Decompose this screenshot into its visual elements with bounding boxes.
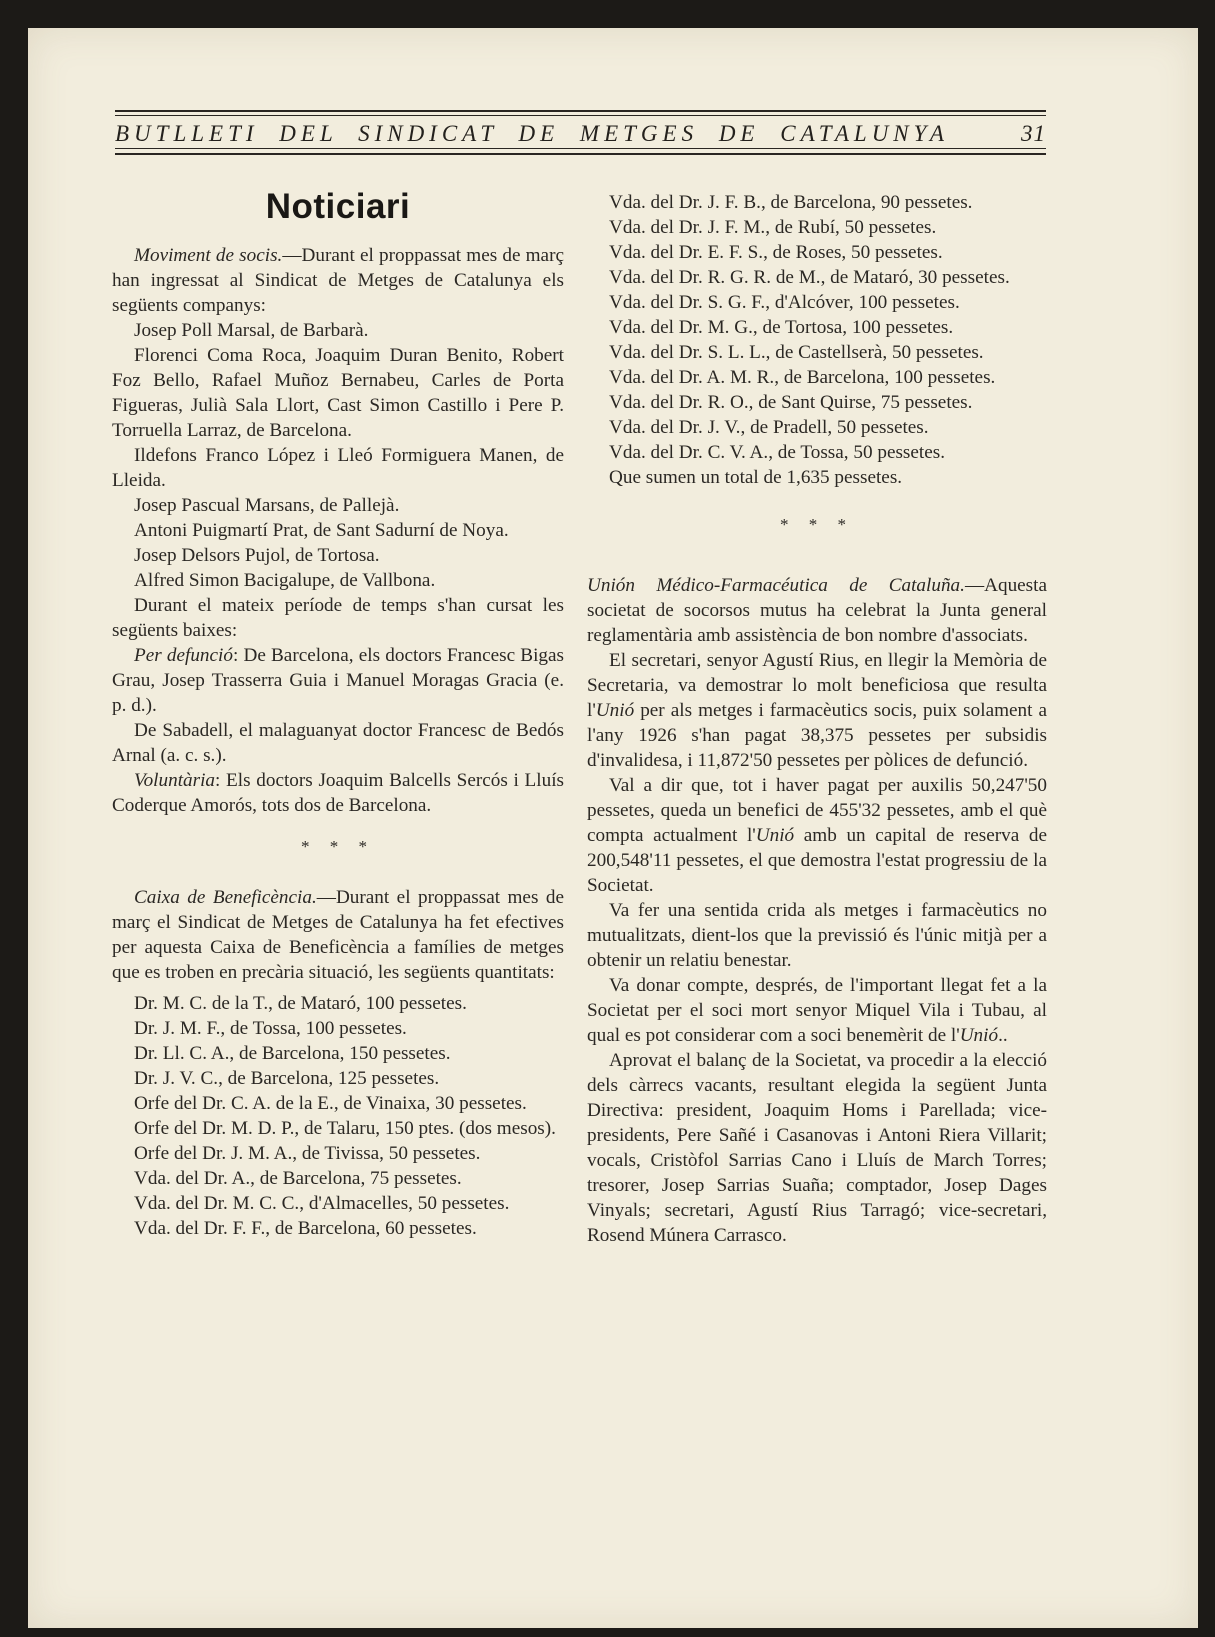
payment-entry: Dr. Ll. C. A., de Barcelona, 150 pessetes.	[134, 1043, 451, 1064]
payment-entry: Vda. del Dr. A. M. R., de Barcelona, 100 pessetes.	[609, 367, 996, 388]
payment-entry: Vda. del Dr. J. F. M., de Rubí, 50 pessetes.	[609, 217, 937, 238]
payment-entry: Dr. J. V. C., de Barcelona, 125 pessetes.	[134, 1068, 440, 1089]
page-number: 31	[1021, 121, 1046, 146]
baixes-intro: Durant el mateix període de temps s'han cursat les següents baixes:	[112, 595, 564, 641]
payment-entry: Vda. del Dr. S. L. L., de Castellserà, 50 pessetes.	[609, 342, 984, 363]
payment-entry: Vda. del Dr. R. G. R. de M., de Mataró, 30 pessetes.	[609, 267, 1010, 288]
paragraph-balance: Val a dir que, tot i haver pagat per auxilis 50,247'50 pessetes, queda un benefici de 455'32 pessetes, amb el què compta actualment l'Unió amb un capital de reserva de 200,548'11 pessetes, el que demostra l'estat progressiu de la Societat.	[587, 775, 1048, 896]
paragraph-crida: Va fer una sentida crida als metges i farmacèutics no mutualitzats, dient-los que la previssió és l'únic mitjà per a obtenir un relatiu benestar.	[587, 900, 1047, 971]
payment-entry: Vda. del Dr. S. G. F., d'Alcóver, 100 pessetes.	[609, 292, 960, 313]
member-entry: Josep Poll Marsal, de Barbarà.	[134, 320, 369, 341]
payment-entry: Orfe del Dr. J. M. A., de Tivissa, 50 pessetes.	[134, 1143, 481, 1164]
paragraph-sabadell: De Sabadell, el malaguanyat doctor Francesc de Bedós Arnal (a. c. s.).	[112, 720, 564, 766]
journal-title: BUTLLETI DEL SINDICAT DE METGES DE CATALUNYA	[115, 121, 949, 146]
payment-entry: Vda. del Dr. J. F. B., de Barcelona, 90 pessetes.	[609, 192, 973, 213]
running-header	[115, 121, 1046, 149]
payment-entry: Vda. del Dr. F. F., de Barcelona, 60 pessetes.	[134, 1218, 477, 1239]
paragraph-voluntaria: Voluntària: Els doctors Joaquim Balcells Sercós i Lluís Coderque Amorós, tots dos de Barcelona.	[112, 770, 564, 816]
payment-entry: Orfe del Dr. C. A. de la E., de Vinaixa, 30 pessetes.	[134, 1093, 527, 1114]
paragraph-secretari: El secretari, senyor Agustí Rius, en llegir la Memòria de Secretaria, va demostrar lo molt beneficiosa que resulta l'Unió per als metges i farmacèutics socis, puix solament a l'any 1926 s'han pagat 38,375 pessetes per subsidis d'invalidesa, i 11,872'50 pessetes per pòlices de defunció.	[587, 650, 1047, 771]
paragraph-moviment-socis: Moviment de socis.—Durant el proppassat mes de març han ingressat al Sindicat de Metges de Catalunya els següents companys:	[112, 245, 564, 316]
section-divider: * * *	[301, 837, 375, 856]
payment-entry: Orfe del Dr. M. D. P., de Talaru, 150 ptes. (dos mesos).	[134, 1118, 556, 1139]
payment-total: Que sumen un total de 1,635 pessetes.	[609, 467, 903, 488]
header-rule-top-thin	[115, 115, 1046, 116]
payment-entry: Vda. del Dr. A., de Barcelona, 75 pessetes.	[134, 1168, 462, 1189]
section-divider: * * *	[780, 515, 854, 534]
member-entry: Florenci Coma Roca, Joaquim Duran Benito, Robert Foz Bello, Rafael Muñoz Bernabeu, Carles de Porta Figueras, Julià Sala Llort, Cast Simon Castillo i Pere P. Torruella Larraz, de Barcelona.	[112, 345, 564, 441]
run-in-title: Unión Médico-Farmacéutica de Cataluña.	[587, 575, 965, 596]
payment-entry: Vda. del Dr. R. O., de Sant Quirse, 75 pessetes.	[609, 392, 973, 413]
member-entry: Antoni Puigmartí Prat, de Sant Sadurní de Noya.	[134, 520, 509, 541]
payment-entry: Vda. del Dr. C. V. A., de Tossa, 50 pessetes.	[609, 442, 946, 463]
paragraph-defuncio: Per defunció: De Barcelona, els doctors Francesc Bigas Grau, Josep Trasserra Guia i Manuel Moragas Gracia (e. p. d.).	[112, 645, 564, 716]
header-rule-bottom-thin	[115, 148, 1046, 149]
left-column	[112, 187, 564, 1241]
right-column	[587, 190, 1047, 1248]
paragraph-junta-directiva: Aprovat el balanç de la Societat, va procedir a la elecció dels càrrecs vacants, resultant elegida la següent Junta Directiva: president, Joaquim Homs i Parellada; vice-presidents, Pere Sañé i Casanovas i Antoni Riera Villarit; vocals, Cristòfol Sarrias Cano i Lluís de March Torres; tresorer, Josep Sarrias Suaña; comptador, Josep Dages Vinyals; secretari, Agustí Rius Tarragó; vice-secretari, Rosend Múnera Carrasco.	[587, 1050, 1047, 1246]
payment-entry: Vda. del Dr. M. G., de Tortosa, 100 pessetes.	[609, 317, 954, 338]
member-entry: Josep Pascual Marsans, de Pallejà.	[134, 495, 400, 516]
header-rule-top	[115, 110, 1046, 112]
run-in-title: Caixa de Beneficència.	[134, 887, 317, 908]
payment-entry: Vda. del Dr. M. C. C., d'Almacelles, 50 pessetes.	[134, 1193, 510, 1214]
member-entry: Ildefons Franco López i Lleó Formiguera Manen, de Lleida.	[112, 445, 564, 491]
payment-entry: Vda. del Dr. J. V., de Pradell, 50 pessetes.	[609, 417, 929, 438]
paragraph-caixa-beneficencia: Caixa de Beneficència.—Durant el proppassat mes de març el Sindicat de Metges de Catalunya ha fet efectives per aquesta Caixa de Beneficència a famílies de metges que es troben en precària situació, les següents quantitats:	[112, 887, 564, 983]
run-in-title: Moviment de socis.	[134, 245, 283, 266]
payment-entry: Dr. M. C. de la T., de Mataró, 100 pessetes.	[134, 993, 467, 1014]
member-entry: Josep Delsors Pujol, de Tortosa.	[134, 545, 380, 566]
member-entry: Alfred Simon Bacigalupe, de Vallbona.	[134, 570, 436, 591]
section-heading: Noticiari	[265, 187, 411, 226]
paragraph-union-medico: Unión Médico-Farmacéutica de Cataluña.—Aquesta societat de socorsos mutus ha celebrat la Junta general reglamentària amb assistència de bon nombre d'associats.	[587, 575, 1047, 646]
paragraph-llegat: Va donar compte, després, de l'important llegat fet a la Societat per el soci mort senyor Miquel Vila i Tubau, al qual es pot considerar com a soci benemèrit de l'Unió..	[587, 975, 1047, 1046]
header-rule-bottom	[115, 153, 1046, 155]
payment-entry: Vda. del Dr. E. F. S., de Roses, 50 pessetes.	[609, 242, 943, 263]
payment-entry: Dr. J. M. F., de Tossa, 100 pessetes.	[134, 1018, 407, 1039]
